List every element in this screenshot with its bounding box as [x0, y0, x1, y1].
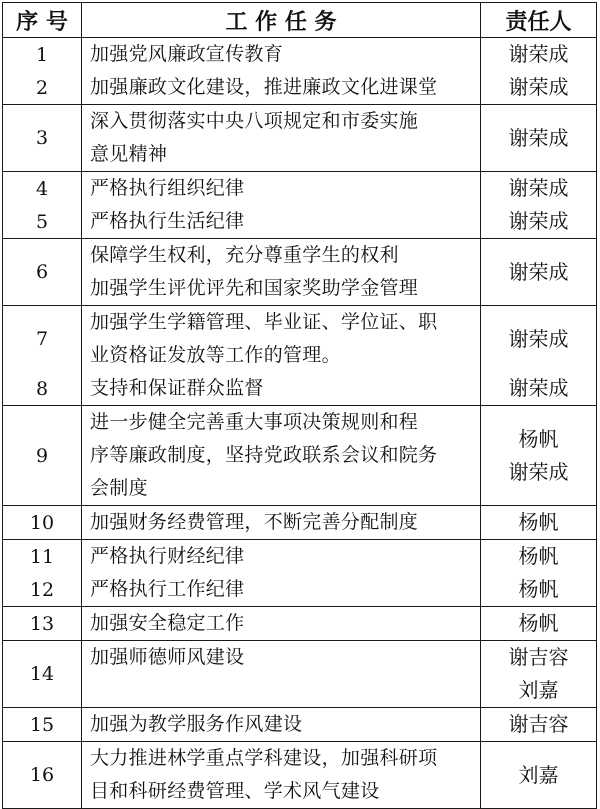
- owner-name: 谢荣成: [508, 75, 569, 99]
- task-cell: [82, 540, 481, 607]
- task-cell: [82, 506, 481, 540]
- row-number: 10: [29, 511, 55, 534]
- task-text: 支持和保证群众监督: [90, 377, 264, 399]
- owner-cell: [481, 607, 597, 641]
- header-task: 工 作 任 务: [82, 3, 481, 38]
- task-text: 加强学生学籍管理、毕业证、学位证、职: [90, 311, 438, 333]
- owner-name: 谢荣成: [508, 209, 569, 233]
- task-text: 业资格证发放等工作的管理。: [90, 344, 341, 366]
- table-row: [3, 506, 597, 540]
- row-number-cell: [3, 406, 82, 506]
- table-row: [3, 540, 597, 607]
- owner-name: 谢荣成: [508, 176, 569, 200]
- row-number-cell: [3, 506, 82, 540]
- owner-name: 谢吉容: [508, 712, 569, 736]
- owner-cell: [481, 742, 597, 809]
- row-number-cell: [3, 641, 82, 708]
- task-text: 会制度: [90, 477, 148, 499]
- task-cell: [82, 172, 481, 239]
- owner-cell: [481, 540, 597, 607]
- header-owner: 责任人: [481, 3, 597, 38]
- task-cell: [82, 641, 481, 708]
- owner-name: 刘嘉: [518, 678, 559, 702]
- header-row: [3, 3, 597, 38]
- task-text: 加强党风廉政宣传教育: [90, 43, 284, 65]
- row-number: 1: [35, 43, 49, 66]
- task-text: 严格执行组织纪律: [90, 177, 245, 199]
- row-number: 3: [35, 127, 49, 149]
- row-number: 12: [29, 578, 55, 601]
- task-text: 目和科研经费管理、学术风气建设: [90, 780, 380, 802]
- row-number-cell: [3, 239, 82, 306]
- task-cell: [82, 105, 481, 172]
- owner-name: 谢荣成: [508, 376, 569, 400]
- row-number: 15: [29, 713, 55, 736]
- owner-cell: [481, 172, 597, 239]
- task-text: 保障学生权利，充分尊重学生的权利: [90, 244, 399, 266]
- owner-cell: [481, 239, 597, 306]
- row-number: 16: [29, 764, 55, 786]
- row-number: 2: [35, 76, 49, 99]
- row-number-cell: [3, 172, 82, 239]
- owner-cell: [481, 105, 597, 172]
- row-number-cell: [3, 38, 82, 105]
- owner-name: 谢荣成: [508, 42, 569, 66]
- table-row: [3, 708, 597, 742]
- task-text: 加强师德师风建设: [90, 646, 245, 668]
- row-number-cell: [3, 540, 82, 607]
- task-cell: [82, 239, 481, 306]
- task-text: 进一步健全完善重大事项决策规则和程: [90, 411, 419, 433]
- task-cell: [82, 708, 481, 742]
- task-text: 严格执行财经纪律: [90, 545, 245, 567]
- task-cell: [82, 406, 481, 506]
- row-number-cell: [3, 742, 82, 809]
- row-number: 11: [29, 545, 55, 568]
- owner-cell: [481, 641, 597, 708]
- owner-cell: [481, 708, 597, 742]
- task-text: 序等廉政制度，坚持党政联系会议和院务: [90, 444, 438, 466]
- task-text: 加强廉政文化建设，推进廉政文化进课堂: [90, 76, 438, 98]
- task-text: 意见精神: [90, 143, 168, 165]
- row-number-cell: [3, 105, 82, 172]
- task-cell: [82, 607, 481, 641]
- owner-name: 杨帆: [518, 426, 559, 451]
- header-num: 序 号: [3, 3, 82, 38]
- owner-cell: [481, 306, 597, 406]
- owner-name: 杨帆: [518, 544, 559, 568]
- row-number: 7: [35, 328, 49, 350]
- task-text: 加强学生评优评先和国家奖助学金管理: [90, 277, 419, 299]
- row-number-cell: [3, 607, 82, 641]
- owner-name: 杨帆: [518, 577, 559, 601]
- row-number: 13: [29, 612, 55, 635]
- owner-name: 谢荣成: [508, 459, 569, 484]
- table-row: [3, 406, 597, 506]
- task-text: 大力推进林学重点学科建设，加强科研项: [90, 747, 438, 769]
- owner-name: 杨帆: [518, 510, 559, 534]
- table-row: [3, 742, 597, 809]
- row-number: 9: [35, 444, 49, 467]
- task-cell: [82, 742, 481, 809]
- task-spacer: [82, 674, 480, 707]
- task-cell: [82, 306, 481, 406]
- owner-name: 杨帆: [518, 611, 559, 635]
- row-number: 5: [35, 210, 49, 233]
- table-row: [3, 172, 597, 239]
- task-text: 加强安全稳定工作: [90, 612, 245, 634]
- row-number-cell: [3, 708, 82, 742]
- owner-cell: [481, 506, 597, 540]
- row-number: 4: [35, 177, 49, 200]
- table-row: [3, 105, 597, 172]
- task-text: 加强财务经费管理，不断完善分配制度: [90, 511, 419, 533]
- owner-cell: [481, 406, 597, 506]
- row-number: 6: [35, 261, 49, 283]
- owner-name: 谢荣成: [508, 259, 569, 284]
- owner-name: 谢荣成: [508, 326, 569, 351]
- row-number: 8: [35, 377, 49, 400]
- table-row: [3, 306, 597, 406]
- owner-cell: [481, 38, 597, 105]
- task-cell: [82, 38, 481, 105]
- task-text: 加强为教学服务作风建设: [90, 713, 303, 735]
- owner-name: 刘嘉: [518, 762, 559, 787]
- task-text: 深入贯彻落实中央八项规定和市委实施: [90, 110, 419, 132]
- task-table: [2, 2, 597, 809]
- owner-name: 谢荣成: [508, 125, 569, 150]
- table-row: [3, 38, 597, 105]
- task-text: 严格执行工作纪律: [90, 578, 245, 600]
- task-text: 严格执行生活纪律: [90, 210, 245, 232]
- row-number-cell: [3, 306, 82, 406]
- row-number: 14: [29, 663, 55, 685]
- table-row: [3, 641, 597, 708]
- owner-name: 谢吉容: [508, 645, 569, 669]
- table-row: [3, 239, 597, 306]
- table-row: [3, 607, 597, 641]
